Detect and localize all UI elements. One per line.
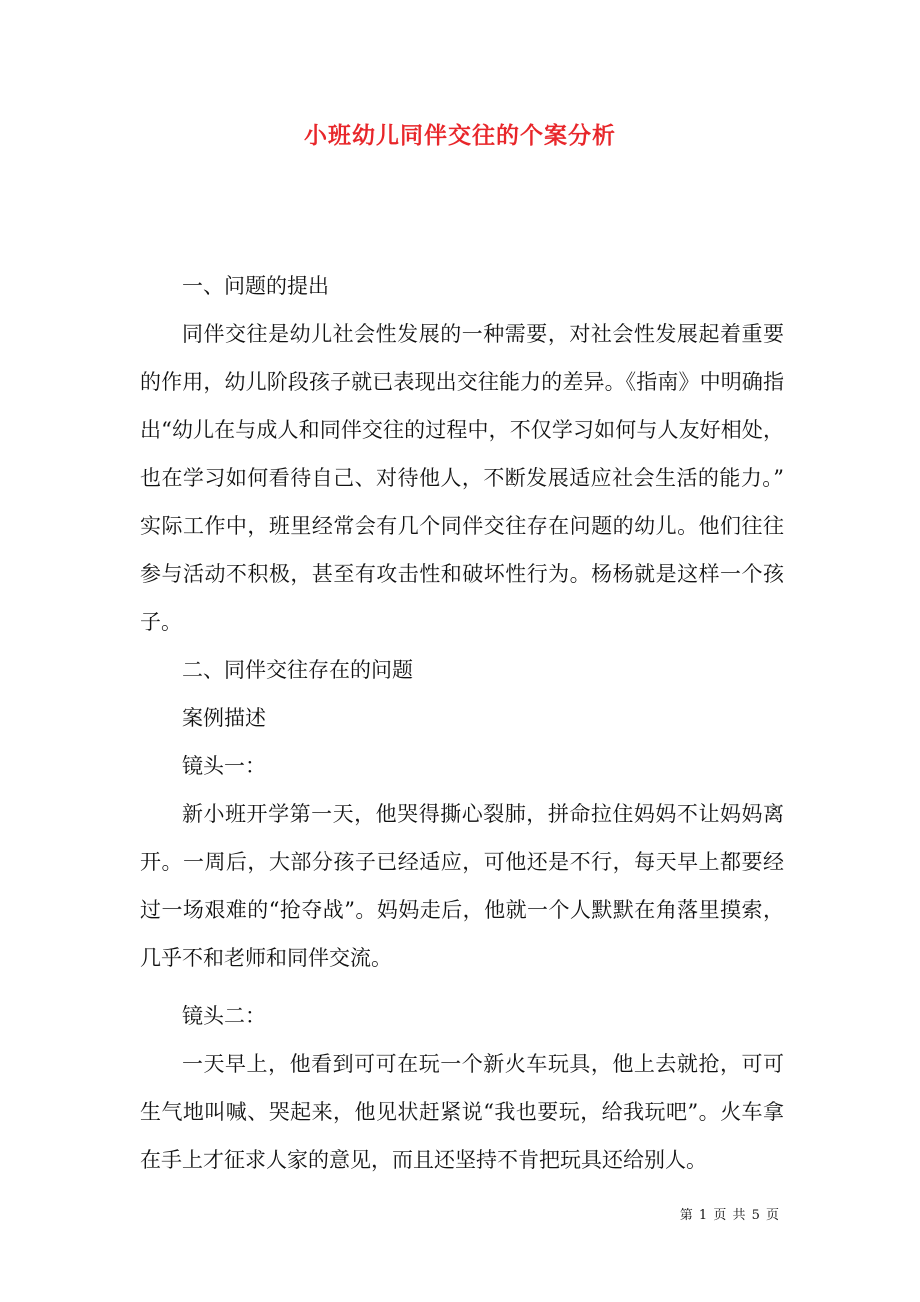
section-heading-2: 二、同伴交往存在的问题 bbox=[182, 658, 413, 682]
subheading-case-description: 案例描述 bbox=[182, 706, 266, 730]
scene-label-2: 镜头二： bbox=[182, 1004, 266, 1028]
paragraph-intro: 同伴交往是幼儿社会性发展的一种需要，对社会性发展起着重要的作用，幼儿阶段孩子就已表现出交往能力的差异。《指南》中明确指出“幼儿在与成人和同伴交往的过程中，不仅学习如何与人友好相处，也在学习如何看待自己、对待他人，不断发展适应社会生活的能力。” 实际工作中，班里经常会有几个同伴交往存在问题的幼儿。他们往往参与活动不积极，甚至有攻击性和破坏性行为。杨杨就是这样一个孩子。 bbox=[140, 322, 812, 634]
scene-label-1: 镜头一： bbox=[182, 754, 266, 778]
paragraph-scene-2: 一天早上，他看到可可在玩一个新火车玩具，他上去就抢，可可生气地叫喊、哭起来，他见状赶紧说“我也要玩，给我玩吧”。火车拿在手上才征求人家的意见，而且还坚持不肯把玩具还给别人。 bbox=[140, 1052, 784, 1172]
paragraph-scene-1: 新小班开学第一天，他哭得撕心裂肺，拼命拉住妈妈不让妈妈离开。一周后，大部分孩子已经适应，可他还是不行，每天早上都要经过一场艰难的“抢夺战”。妈妈走后，他就一个人默默在角落里摸索，几乎不和老师和同伴交流。 bbox=[140, 802, 784, 970]
document-title: 小班幼儿同伴交往的个案分析 bbox=[304, 122, 616, 149]
section-heading-1: 一、问题的提出 bbox=[182, 274, 329, 298]
page-number-footer: 第 1 页 共 5 页 bbox=[679, 1208, 780, 1223]
document-body bbox=[140, 262, 812, 1184]
